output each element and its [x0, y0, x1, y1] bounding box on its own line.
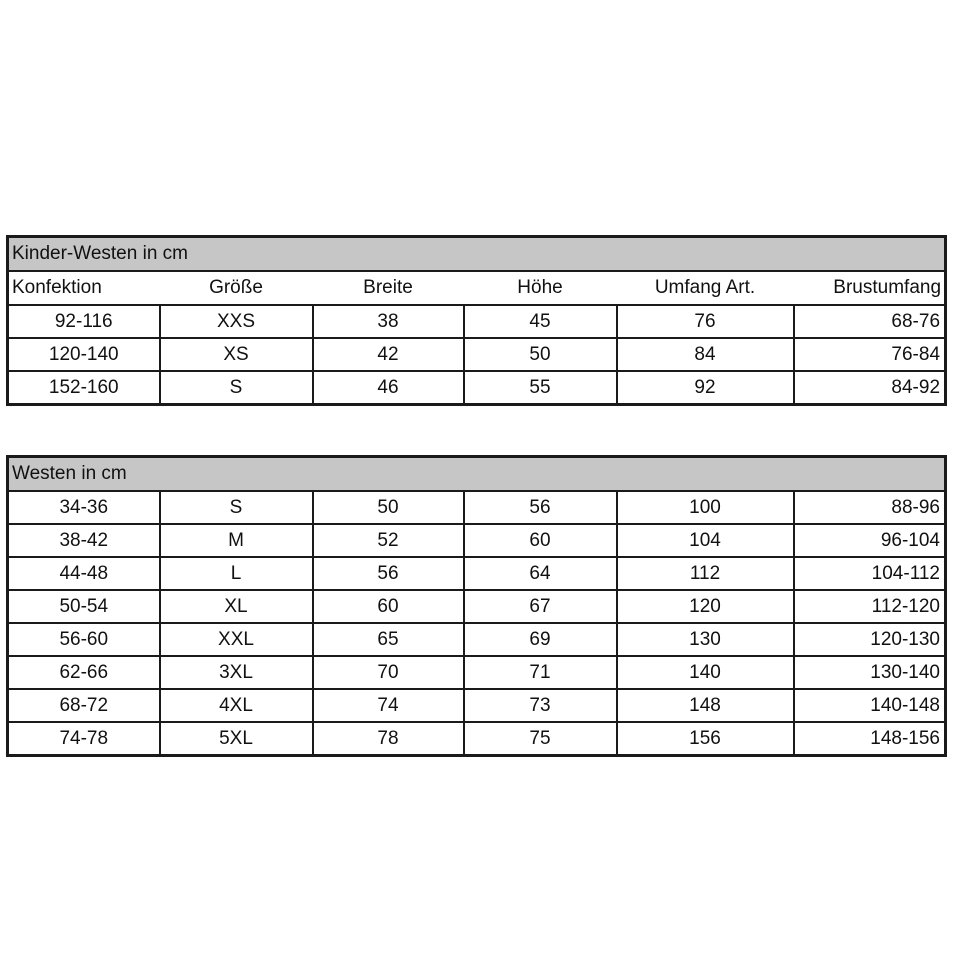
cell-konfektion: 34-36 — [8, 491, 160, 524]
adult-vest-size-table — [6, 455, 947, 757]
cell-konfektion: 44-48 — [8, 557, 160, 590]
cell-hoehe: 45 — [464, 305, 617, 338]
kids-vest-size-table — [6, 235, 947, 406]
adults-table-body — [8, 491, 946, 756]
table-row — [8, 491, 946, 524]
cell-breite: 42 — [313, 338, 464, 371]
cell-brustumfang: 130-140 — [794, 656, 946, 689]
table-row — [8, 371, 946, 405]
table-title: Kinder-Westen in cm — [8, 237, 946, 272]
cell-breite: 70 — [313, 656, 464, 689]
cell-hoehe: 55 — [464, 371, 617, 405]
cell-umfang-art: 148 — [617, 689, 794, 722]
cell-breite: 74 — [313, 689, 464, 722]
cell-breite: 56 — [313, 557, 464, 590]
column-header-konfektion: Konfektion — [8, 271, 160, 305]
cell-brustumfang: 68-76 — [794, 305, 946, 338]
cell-hoehe: 60 — [464, 524, 617, 557]
cell-groesse: 4XL — [160, 689, 313, 722]
table-header-row — [8, 271, 946, 305]
cell-groesse: XS — [160, 338, 313, 371]
cell-groesse: 3XL — [160, 656, 313, 689]
table-title: Westen in cm — [8, 457, 946, 492]
table-row — [8, 590, 946, 623]
cell-brustumfang: 88-96 — [794, 491, 946, 524]
column-header-groesse: Größe — [160, 271, 313, 305]
cell-breite: 78 — [313, 722, 464, 756]
cell-konfektion: 62-66 — [8, 656, 160, 689]
cell-konfektion: 74-78 — [8, 722, 160, 756]
table-row — [8, 524, 946, 557]
cell-umfang-art: 120 — [617, 590, 794, 623]
cell-groesse: XXL — [160, 623, 313, 656]
table-row — [8, 338, 946, 371]
cell-umfang-art: 100 — [617, 491, 794, 524]
cell-breite: 60 — [313, 590, 464, 623]
cell-konfektion: 56-60 — [8, 623, 160, 656]
cell-umfang-art: 84 — [617, 338, 794, 371]
table-row — [8, 722, 946, 756]
table-row — [8, 689, 946, 722]
cell-hoehe: 67 — [464, 590, 617, 623]
cell-hoehe: 75 — [464, 722, 617, 756]
cell-umfang-art: 156 — [617, 722, 794, 756]
cell-groesse: S — [160, 371, 313, 405]
cell-groesse: 5XL — [160, 722, 313, 756]
cell-umfang-art: 140 — [617, 656, 794, 689]
table-row — [8, 623, 946, 656]
cell-groesse: XL — [160, 590, 313, 623]
cell-hoehe: 50 — [464, 338, 617, 371]
cell-breite: 38 — [313, 305, 464, 338]
cell-hoehe: 64 — [464, 557, 617, 590]
cell-groesse: XXS — [160, 305, 313, 338]
table-title-row — [8, 457, 946, 492]
cell-groesse: L — [160, 557, 313, 590]
cell-umfang-art: 76 — [617, 305, 794, 338]
cell-hoehe: 56 — [464, 491, 617, 524]
table-row — [8, 557, 946, 590]
cell-brustumfang: 84-92 — [794, 371, 946, 405]
table-row — [8, 305, 946, 338]
column-header-umfang-art: Umfang Art. — [617, 271, 794, 305]
table-title-row — [8, 237, 946, 272]
cell-konfektion: 38-42 — [8, 524, 160, 557]
column-header-hoehe: Höhe — [464, 271, 617, 305]
cell-brustumfang: 112-120 — [794, 590, 946, 623]
cell-umfang-art: 130 — [617, 623, 794, 656]
cell-konfektion: 152-160 — [8, 371, 160, 405]
cell-groesse: S — [160, 491, 313, 524]
cell-breite: 52 — [313, 524, 464, 557]
table-row — [8, 656, 946, 689]
cell-breite: 50 — [313, 491, 464, 524]
cell-umfang-art: 104 — [617, 524, 794, 557]
cell-hoehe: 69 — [464, 623, 617, 656]
cell-konfektion: 50-54 — [8, 590, 160, 623]
cell-konfektion: 120-140 — [8, 338, 160, 371]
kids-table-body — [8, 305, 946, 405]
column-header-breite: Breite — [313, 271, 464, 305]
column-header-brustumfang: Brustumfang — [794, 271, 946, 305]
cell-brustumfang: 76-84 — [794, 338, 946, 371]
cell-umfang-art: 112 — [617, 557, 794, 590]
cell-brustumfang: 104-112 — [794, 557, 946, 590]
cell-brustumfang: 120-130 — [794, 623, 946, 656]
cell-hoehe: 73 — [464, 689, 617, 722]
cell-brustumfang: 140-148 — [794, 689, 946, 722]
cell-groesse: M — [160, 524, 313, 557]
cell-konfektion: 68-72 — [8, 689, 160, 722]
cell-umfang-art: 92 — [617, 371, 794, 405]
cell-breite: 46 — [313, 371, 464, 405]
cell-konfektion: 92-116 — [8, 305, 160, 338]
cell-breite: 65 — [313, 623, 464, 656]
cell-hoehe: 71 — [464, 656, 617, 689]
cell-brustumfang: 96-104 — [794, 524, 946, 557]
cell-brustumfang: 148-156 — [794, 722, 946, 756]
